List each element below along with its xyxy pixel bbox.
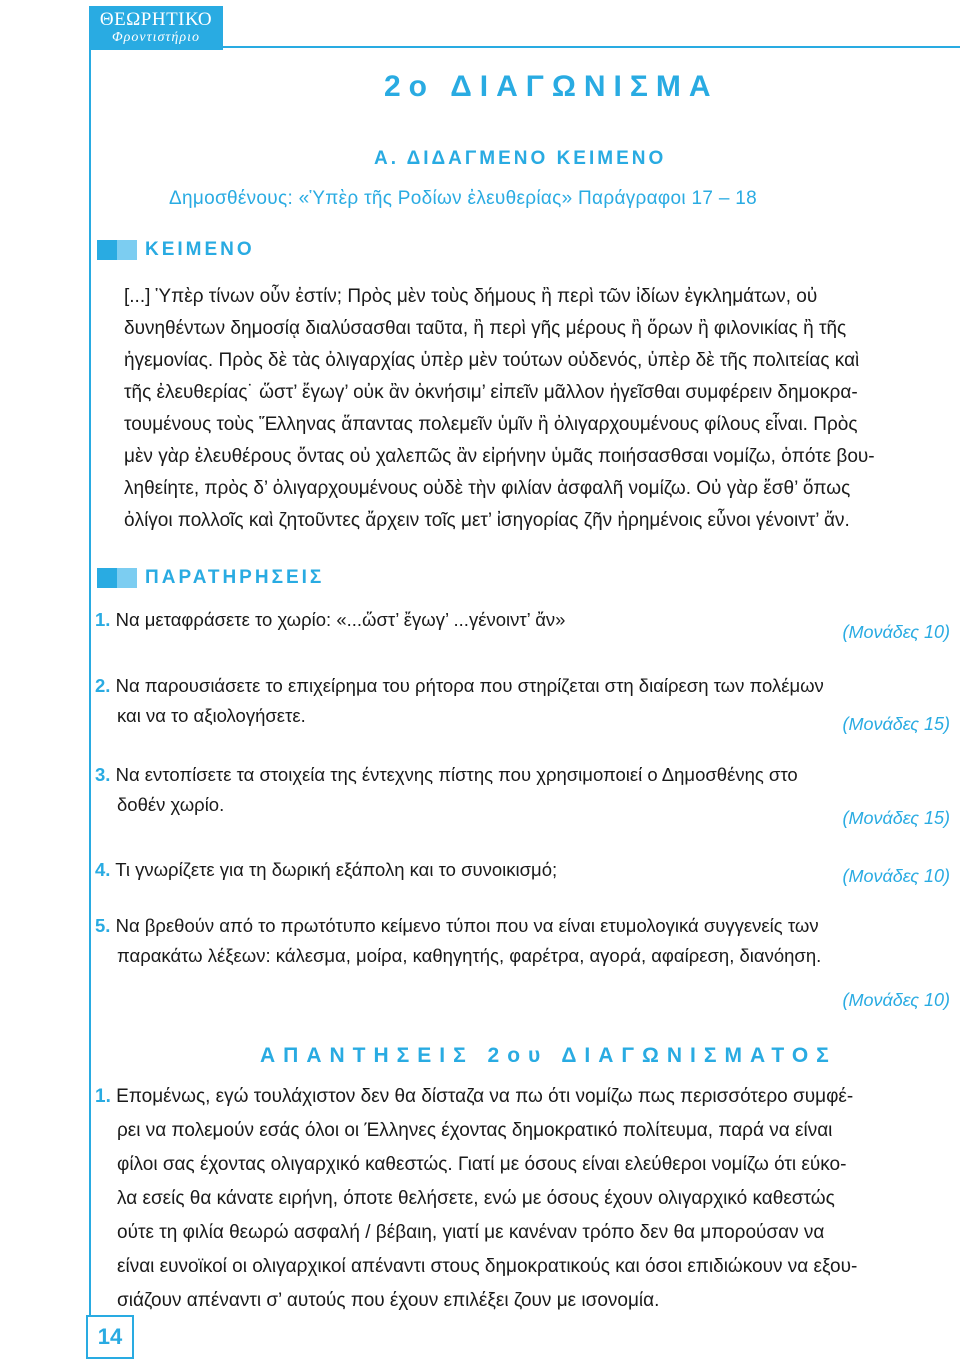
answer-line: είναι ευνοϊκοί οι ολιγαρχικοί απέναντι στους δημοκρατικούς και όσοι επιδιώκουν να εξου- bbox=[117, 1256, 858, 1277]
notes-heading-label: ΠΑΡΑΤΗΡΗΣΕΙΣ bbox=[145, 567, 325, 588]
question-number: 4. bbox=[95, 859, 111, 880]
ancient-text bbox=[124, 281, 954, 537]
answer-line: ούτε τη φιλία θεωρώ ασφαλή / βέβαιη, γιατί με κανέναν τρόπο δεν θα μπορούσαν να bbox=[117, 1222, 825, 1243]
header-rule bbox=[89, 46, 960, 48]
question-item bbox=[95, 760, 798, 820]
answer-text: Επομένως, εγώ τουλάχιστον δεν θα δίσταζα να πω ότι νομίζω πως περισσότερο συμφέ- bbox=[116, 1086, 854, 1107]
left-margin-bar bbox=[89, 48, 91, 1318]
question-item bbox=[95, 855, 557, 885]
text-line: ληθείητε, πρὸς δ’ ὀλιγαρχουμένους οὐδὲ τὴν φιλίαν ἀσφαλῆ νομίζω. Οὐ γὰρ ἔσθ’ ὅπως bbox=[124, 478, 851, 499]
heading-square-icon bbox=[97, 240, 117, 260]
question-item bbox=[95, 605, 565, 635]
answer-line: ρει να πολεμούν εσάς όλοι οι Έλληνες έχοντας δημοκρατικό πολίτευμα, παρά να είναι bbox=[117, 1120, 833, 1141]
question-number: 3. bbox=[95, 764, 111, 785]
text-heading-label: ΚΕΙΜΕΝΟ bbox=[145, 239, 255, 260]
answer-line bbox=[95, 1080, 955, 1114]
brand-logo bbox=[89, 6, 223, 50]
answer-1 bbox=[95, 1080, 955, 1318]
text-line: τουμένους τοὺς Ἕλληνας ἅπαντας πολεμεῖν ὑμῖν ἢ ὀλιγαρχουμένους φίλους εἶναι. Πρὸς bbox=[124, 414, 858, 435]
question-text: Να βρεθούν από το πρωτότυπο κείμενο τύποι που να είναι ετυμολογικά συγγενείς των bbox=[115, 915, 819, 936]
text-line: ὀλίγοι πολλοῖς καὶ ζητοῦντες ἄρχειν τοῖς μετ’ ἰσηγορίας ζῆν ἠρημένοις εὖνοι γένοιντ’ ἄν. bbox=[124, 510, 850, 531]
brand-name: ΘΕΩΡΗΤΙΚΟ bbox=[99, 9, 213, 30]
question-text: Να μεταφράσετε το χωρίο: «...ὥστ’ ἔγωγ’ ...γένοιντ’ ἄν» bbox=[115, 609, 566, 630]
text-line: δυνηθέντων δημοσίᾳ διαλύσασθαι ταῦτα, ἢ περὶ γῆς μέρους ἢ ὅρων ἢ φιλονικίας ἢ τῆς bbox=[124, 318, 847, 339]
question-marks: (Μονάδες 15) bbox=[842, 714, 950, 734]
answers-title: ΑΠΑΝΤΗΣΕΙΣ 2ου ΔΙΑΓΩΝΙΣΜΑΤΟΣ bbox=[260, 1044, 837, 1067]
section-heading: Α. ΔΙΔΑΓΜΕΝΟ ΚΕΙΜΕΝΟ bbox=[374, 148, 667, 169]
question-marks: (Μονάδες 15) bbox=[842, 808, 950, 828]
heading-square-icon bbox=[117, 568, 137, 588]
question-number: 2. bbox=[95, 675, 111, 696]
brand-tagline: Φροντιστήριο bbox=[112, 30, 200, 45]
answer-line: σιάζουν απέναντι σ’ αυτούς που έχουν επιλέξει ζουν με ισονομία. bbox=[117, 1290, 660, 1311]
question-number: 1. bbox=[95, 609, 111, 630]
question-text: Να παρουσιάσετε το επιχείρημα του ρήτορα που στηρίζεται στη διαίρεση των πολέμων bbox=[115, 675, 824, 696]
text-block-heading bbox=[97, 239, 255, 261]
answer-line: λα εσείς θα κάνατε ειρήνη, όποτε θελήσετε, ενώ με όσους έχουν ολιγαρχικό καθεστώς bbox=[117, 1188, 835, 1209]
question-text: Τι γνωρίζετε για τη δωρική εξάπολη και το συνοικισμό; bbox=[115, 859, 558, 880]
question-item bbox=[95, 671, 824, 731]
question-item bbox=[95, 911, 821, 971]
text-line: τῆς ἐλευθερίας˙ ὥστ’ ἔγωγ’ οὐκ ἂν ὀκνήσιμ’ εἰπεῖν μᾶλλον ἡγεῖσθαι συμφέρειν δημοκρα- bbox=[124, 382, 858, 403]
question-marks: (Μονάδες 10) bbox=[842, 866, 950, 886]
question-text: δοθέν χωρίο. bbox=[117, 794, 225, 815]
heading-square-icon bbox=[97, 568, 117, 588]
text-line: [...] Ὑπὲρ τίνων οὖν ἐστίν; Πρὸς μὲν τοὺς δήμους ἢ περὶ τῶν ἰδίων ἐγκλημάτων, οὐ bbox=[124, 286, 818, 307]
question-marks: (Μονάδες 10) bbox=[842, 622, 950, 642]
heading-square-icon bbox=[117, 240, 137, 260]
page-number: 14 bbox=[86, 1315, 134, 1359]
page-title: 2ο ΔΙΑΓΩΝΙΣΜΑ bbox=[384, 70, 719, 103]
text-source-subtitle: Δημοσθένους: «Ὑπὲρ τῆς Ροδίων ἐλευθερίας» Παράγραφοι 17 – 18 bbox=[169, 188, 758, 209]
question-text: και να το αξιολογήσετε. bbox=[117, 705, 306, 726]
question-text: παρακάτω λέξεων: κάλεσμα, μοίρα, καθηγητής, φαρέτρα, αγορά, αφαίρεση, διανόηση. bbox=[117, 945, 822, 966]
answer-number: 1. bbox=[95, 1086, 111, 1107]
question-number: 5. bbox=[95, 915, 111, 936]
text-line: ἡγεμονίας. Πρὸς δὲ τὰς ὀλιγαρχίας ὑπὲρ μὲν τούτων οὐδενός, ὑπὲρ δὲ τῆς πολιτείας καὶ bbox=[124, 350, 860, 371]
text-line: μὲν γὰρ ἐλευθέρους ὄντας οὐ χαλεπῶς ἂν εἰρήνην ὑμᾶς ποιήσασθσαι νομίζω, ὁπότε βου- bbox=[124, 446, 875, 467]
question-text: Να εντοπίσετε τα στοιχεία της έντεχνης πίστης που χρησιμοποιεί ο Δημοσθένης στο bbox=[115, 764, 798, 785]
answer-line: φίλοι σας έχοντας ολιγαρχικό καθεστώς. Γιατί με όσους είναι ελεύθεροι νομίζω ότι εύκο- bbox=[117, 1154, 847, 1175]
question-marks: (Μονάδες 10) bbox=[842, 990, 950, 1010]
notes-block-heading bbox=[97, 567, 324, 589]
